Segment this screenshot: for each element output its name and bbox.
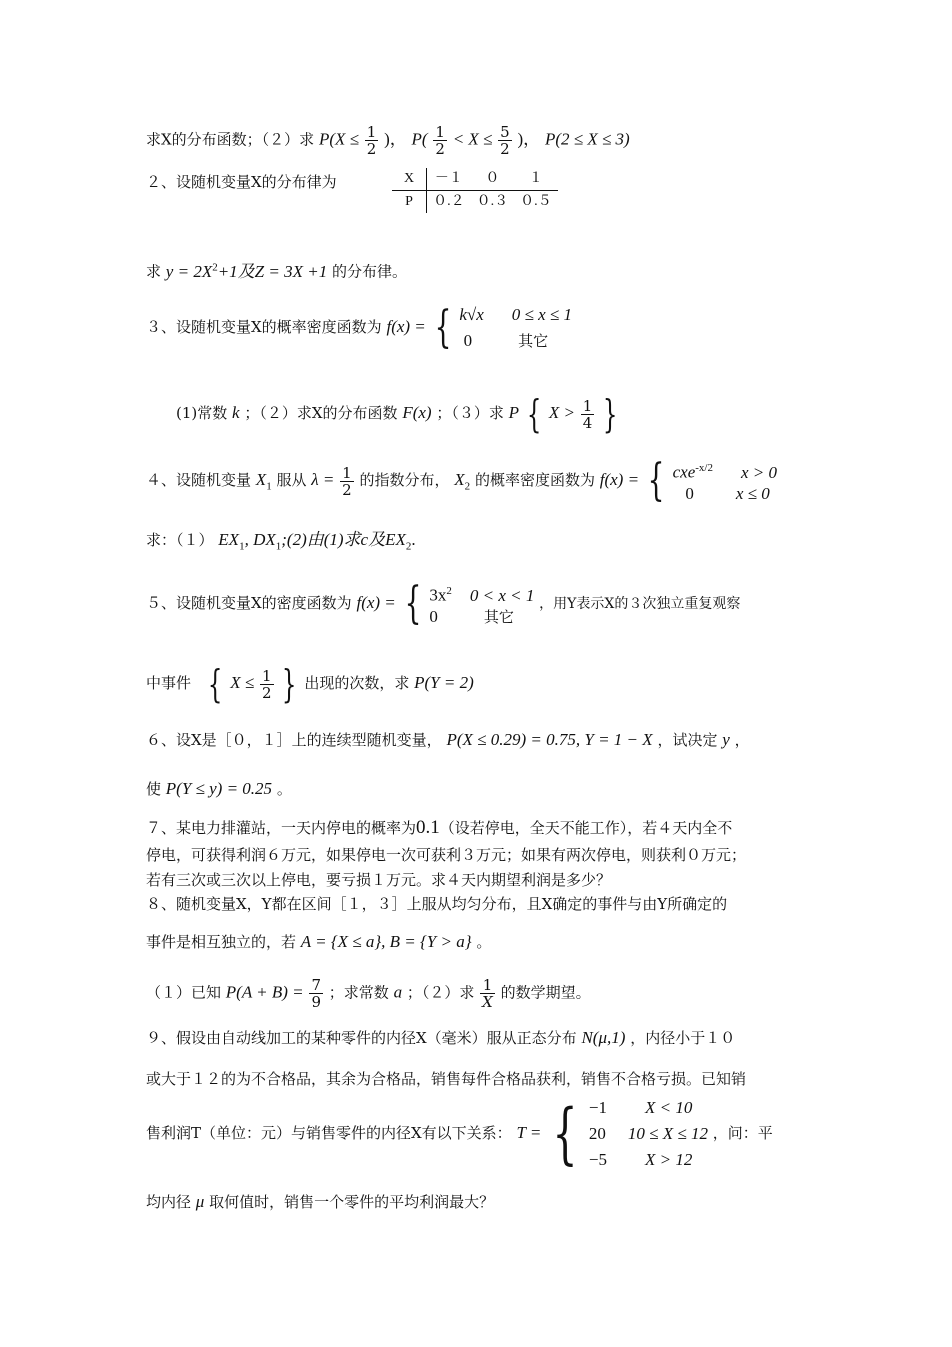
table-cell: １ (514, 168, 558, 191)
line-13 (146, 845, 746, 865)
text: ９、假设由自动线加工的某种零件的内径X（毫米）服从正态分布 (146, 1029, 577, 1047)
fraction: $\frac{7}{9}$ (311, 976, 321, 1011)
line-12: ７、某电力排灌站，一天内停电的概率为0.1（设若停电，全天不能工作），若４天内全不 (146, 817, 733, 838)
text: 的分布律。 (332, 262, 408, 281)
math: +1及Z = 3X +1 (217, 261, 328, 281)
text: ；（２）求 (406, 983, 475, 1002)
math: P( (411, 129, 428, 149)
text: 求：（１） (146, 531, 214, 549)
math: F(x) (402, 403, 432, 422)
line-14 (146, 870, 611, 890)
line-11: 使 P(Y ≤ y) = 0.25 。 (146, 779, 292, 798)
text: 的指数分布， (359, 471, 450, 489)
math: P(2 ≤ X ≤ 3) (544, 129, 630, 149)
text: 或大于１２的为不合格品，其余为合格品，销售每件合格品获利，销售不合格亏损。已知销 (146, 1070, 747, 1088)
fraction: $\frac{5}{2}$ (500, 123, 510, 158)
math: y = 2X (165, 261, 213, 281)
table-cell: ０.５ (520, 194, 552, 209)
text: 。 (476, 933, 492, 951)
text: ４、设随机变量 (146, 471, 252, 489)
line-20: 售利润T（单位：元）与销售零件的内径X有以下关系： T = { −1 X < 10 20 10 ≤ X ≤ 12 −5 X > 12 ，问：平 (146, 1095, 773, 1172)
math: P (508, 403, 520, 422)
line-3: 求 $y = 2X^2+1$及Z = 3X +1 的分布律。 (146, 261, 408, 281)
text: ；（３）求 (436, 404, 504, 422)
table-cell: X (392, 168, 427, 191)
fraction: $\frac{1}{2}$ (366, 123, 377, 158)
line-17: （１）已知 P(A + B) = $\frac{7}{9}$ ；求常数 a ；（２）求 $\frac{1}{X}$ 的数学期望。 (146, 976, 591, 1011)
text: ，问：平 (712, 1124, 773, 1142)
math: X > (548, 403, 575, 422)
text: 取何值时，销售一个零件的平均利润最大？ (209, 1193, 495, 1211)
piecewise: −1 X < 10 20 10 ≤ X ≤ 12 −5 X > 12 (588, 1098, 708, 1169)
table-cell: ０ (471, 168, 515, 191)
math: )， (517, 129, 541, 149)
table-row (392, 191, 558, 214)
text: ６、设X是［０，１］上的连续型随机变量， (146, 731, 442, 749)
text: 。 (276, 780, 292, 798)
math: )， (384, 129, 407, 149)
line-8: ５、设随机变量X的密度函数为 f(x) = { $3x^2$ 0 < x < 1 0 其它 ，用Y表示X的３次独立重复观察 (146, 578, 741, 629)
line-15 (146, 894, 727, 914)
table-cell: ０.３ (476, 194, 509, 209)
line-2 (146, 172, 337, 192)
text: ２、设随机变量X的分布律为 (146, 173, 337, 191)
math: < X ≤ (452, 129, 493, 149)
piecewise: $3x^2$ 0 < x < 1 0 其它 (429, 585, 535, 626)
line-5: (1)常数 k ；（２）求X的分布函数 F(x) ；（３）求 P { X > $\frac{1}{4}$ } (176, 392, 618, 436)
text: （１）已知 (146, 983, 222, 1002)
text: （设若停电，全天不能工作），若４天内全不 (439, 819, 733, 837)
table-cell: ０.２ (433, 194, 465, 209)
text: ５、设随机变量X的密度函数为 (146, 594, 352, 612)
text: ，用Y表示X的３次独立重复观察 (539, 596, 741, 612)
math: P(X ≤ (318, 129, 359, 149)
math: k (232, 403, 240, 422)
text: (1)常数 (176, 404, 228, 422)
text: 的概率密度函数为 (474, 471, 595, 489)
table-row (392, 168, 558, 191)
text: ， (734, 731, 750, 749)
table-cell: P (392, 191, 427, 214)
line-4 (146, 302, 572, 354)
line-18: ９、假设由自动线加工的某种零件的内径X（毫米）服从正态分布 N(μ,1) ，内径小于１０ (146, 1028, 736, 1047)
table-cell: －１ (427, 168, 471, 191)
distribution-table (392, 168, 558, 213)
text: ；求常数 (328, 983, 389, 1002)
piecewise: k√x 0 ≤ x ≤ 1 0 其它 (459, 305, 572, 350)
text: 出现的次数，求 (304, 674, 410, 692)
fraction: $\frac{1}{2}$ (342, 463, 352, 499)
line-10: ６、设X是［０，１］上的连续型随机变量， P(X ≤ 0.29) = 0.75, Y = 1 − X ，试决定 y ， (146, 730, 750, 749)
line-19 (146, 1069, 746, 1089)
text: 使 (146, 780, 162, 798)
text: 事件是相互独立的，若 (146, 933, 297, 951)
fraction: $\frac{1}{2}$ (435, 123, 445, 158)
fraction: $\frac{1}{4}$ (582, 396, 593, 432)
text: 均内径 (146, 1193, 192, 1211)
text: ；（２）求X的分布函数 (244, 404, 398, 422)
text: 求X的分布函数；（２）求 (146, 130, 315, 149)
text: ７、某电力排灌站，一天内停电的概率为 (146, 819, 417, 837)
text: ，内径小于１０ (630, 1029, 736, 1047)
text: 服从 (276, 471, 307, 489)
line-6: ４、设随机变量 $X_1$ 服从 λ = $\frac{1}{2}$ 的指数分布， $X_2$ 的概率密度函数为 f(x) = { cxe$^{-x/2}$ x > 0 0 x ≤ 0 (146, 455, 778, 506)
line-7: 求：（１） $EX_1$, $DX_1;(2)$由(1)求c及$EX_2$. (146, 530, 416, 553)
text: 若有三次或三次以上停电，要亏损１万元。求４天内期望利润是多少？ (146, 871, 612, 889)
brace: { (434, 302, 451, 353)
fraction: $\frac{1}{2}$ (262, 666, 272, 702)
line-9: 中事件 { X ≤ $\frac{1}{2}$ } 出现的次数，求 P(Y = 2) (146, 662, 474, 706)
text: 中事件 (146, 674, 192, 692)
text: ８、随机变量X，Y都在区间［１，３］上服从均匀分布，且X确定的事件与由Y所确定的 (146, 895, 728, 913)
text: ３、设随机变量X的概率密度函数为 (146, 318, 382, 336)
fraction: $\frac{1}{X}$ (482, 976, 493, 1011)
text: 的数学期望。 (500, 983, 591, 1002)
text: 求 (146, 262, 162, 281)
text: 停电，可获得利润６万元，如果停电一次可获利３万元；如果有两次停电，则获利０万元； (146, 846, 747, 864)
line-21: 均内径 μ 取何值时，销售一个零件的平均利润最大？ (146, 1192, 495, 1211)
piecewise: cxe$^{-x/2}$ x > 0 0 x ≤ 0 (672, 462, 778, 503)
text: ，试决定 (657, 731, 718, 749)
line-16: 事件是相互独立的，若 A = {X ≤ a}, B = {Y > a} 。 (146, 932, 492, 951)
text: 售利润T（单位：元）与销售零件的内径X有以下关系： (146, 1124, 512, 1142)
math: f(x) = (386, 317, 426, 336)
line-1 (146, 124, 630, 157)
